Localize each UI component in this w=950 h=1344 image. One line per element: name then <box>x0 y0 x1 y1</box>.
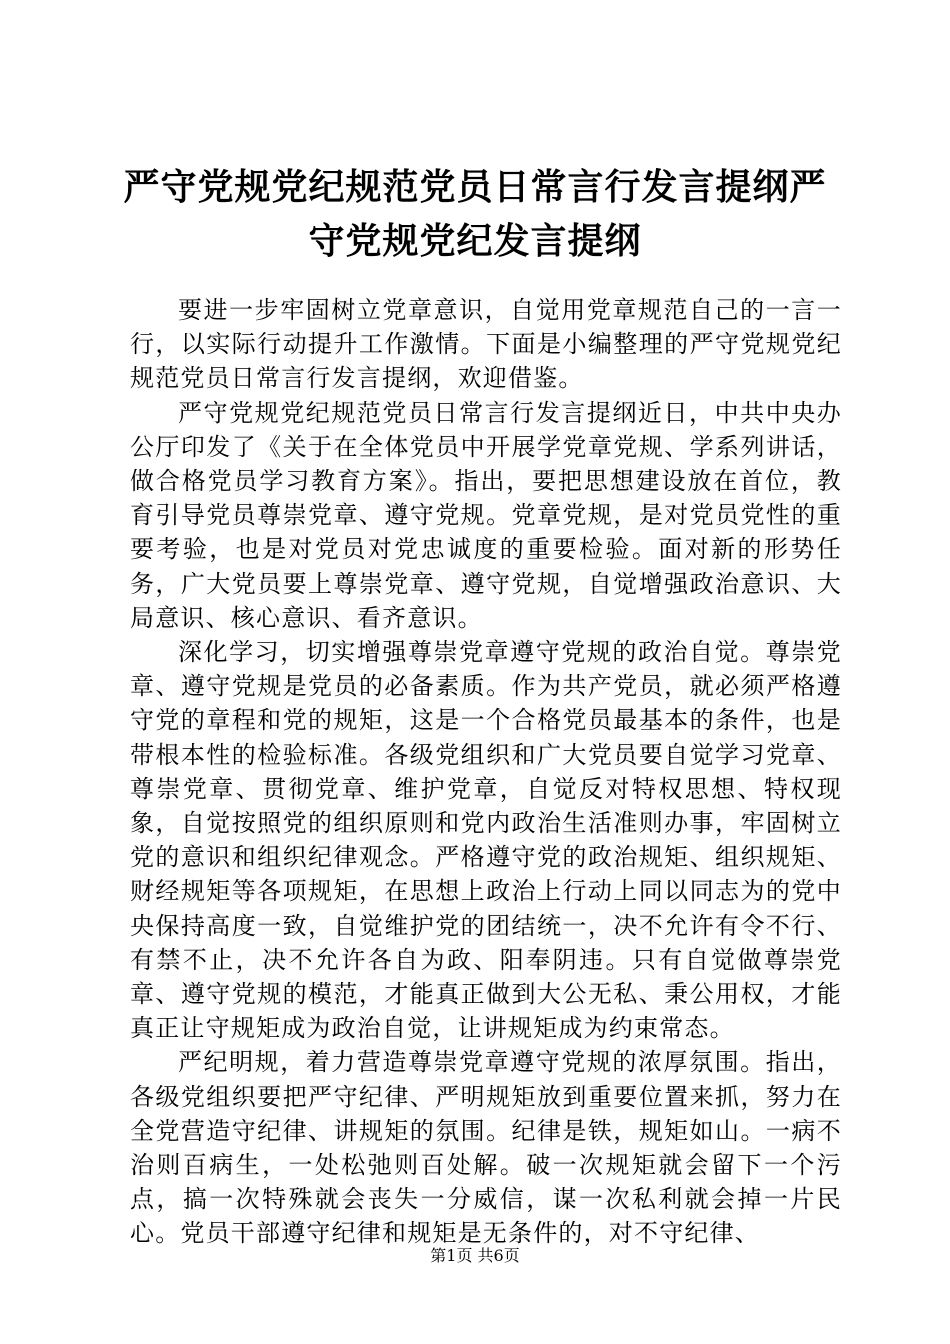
document-title: 严守党规党纪规范党员日常言行发言提纲严守党规党纪发言提纲 <box>123 166 827 262</box>
paragraph-strict-discipline: 严纪明规，着力营造尊崇党章遵守党规的浓厚氛围。指出，各级党组织要把严守纪律、严明规矩放到重要位置来抓，努力在全党营造守纪律、讲规矩的氛围。纪律是铁，规矩如山。一病不治则百病生，一处松弛则百处解。破一次规矩就会留下一个污点，搞一次特殊就会丧失一分威信，谋一次私利就会掉一片民心。党员干部遵守纪律和规矩是无条件的，对不守纪律、 <box>130 1048 842 1248</box>
page-number-footer: 第1页 共6页 <box>430 1246 520 1265</box>
document-body <box>130 293 842 1251</box>
paragraph-intro: 要进一步牢固树立党章意识，自觉用党章规范自己的一言一行，以实际行动提升工作激情。下面是小编整理的严守党规党纪规范党员日常言行发言提纲，欢迎借鉴。 <box>130 296 842 393</box>
paragraph-background: 严守党规党纪规范党员日常言行发言提纲近日，中共中央办公厅印发了《关于在全体党员中开展学党章党规、学系列讲话，做合格党员学习教育方案》。指出，要把思想建设放在首位，教育引导党员尊崇党章、遵守党规。党章党规，是对党员党性的重要考验，也是对党员对党忠诚度的重要检验。面对新的形势任务，广大党员要上尊崇党章、遵守党规，自觉增强政治意识、大局意识、核心意识、看齐意识。 <box>130 398 842 632</box>
paragraph-deepen-study: 深化学习，切实增强尊崇党章遵守党规的政治自觉。尊崇党章、遵守党规是党员的必备素质。作为共产党员，就必须严格遵守党的章程和党的规矩，这是一个合格党员最基本的条件，也是带根本性的检验标准。各级党组织和广大党员要自觉学习党章、尊崇党章、贯彻党章、维护党章，自觉反对特权思想、特权现象，自觉按照党的组织原则和党内政治生活准则办事，牢固树立党的意识和组织纪律观念。严格遵守党的政治规矩、组织规矩、财经规矩等各项规矩，在思想上政治上行动上同以同志为的党中央保持高度一致，自觉维护党的团结统一，决不允许有令不行、有禁不止，决不允许各自为政、阳奉阴违。只有自觉做尊崇党章、遵守党规的模范，才能真正做到大公无私、秉公用权，才能真正让守规矩成为政治自觉，让讲规矩成为约束常态。 <box>130 638 842 1043</box>
